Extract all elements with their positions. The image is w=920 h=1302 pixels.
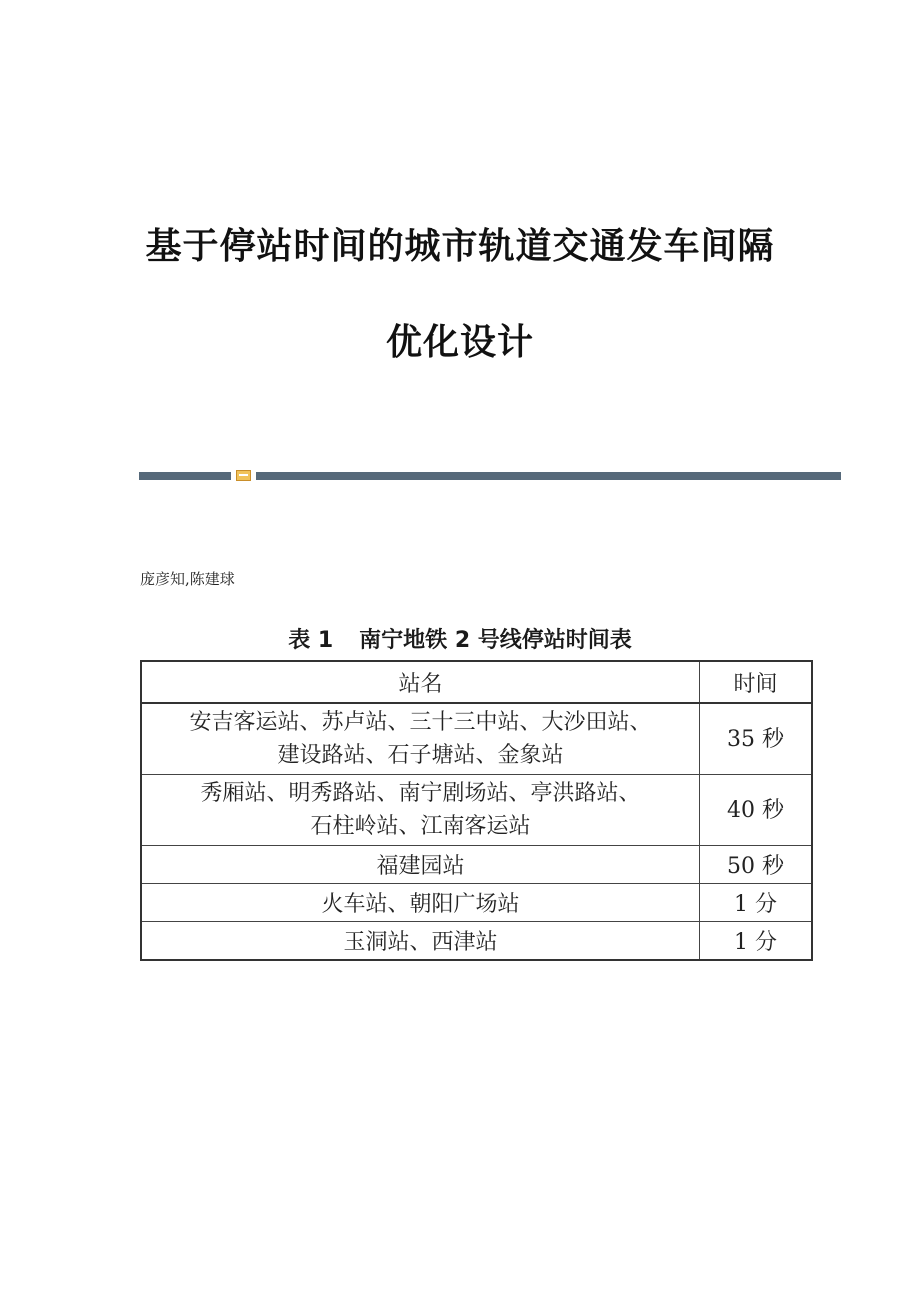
- stop-time-cell: 1 分: [700, 922, 812, 961]
- authors: 庞彦知,陈建球: [140, 570, 235, 588]
- stop-time-cell: 1 分: [700, 884, 812, 922]
- table-caption-number: 表 1: [288, 628, 334, 653]
- table-row: [141, 922, 812, 961]
- divider-bar-right: [256, 472, 841, 480]
- stop-time-cell: 50 秒: [700, 846, 812, 884]
- header-station-name: 站名: [141, 661, 700, 703]
- header-time: 时间: [700, 661, 812, 703]
- station-names-cell: 玉洞站、西津站: [141, 922, 700, 961]
- table-row: [141, 884, 812, 922]
- station-names-cell: 福建园站: [141, 846, 700, 884]
- document-title-line-1: 基于停站时间的城市轨道交通发车间隔: [145, 226, 775, 267]
- document-title-line-2: 优化设计: [385, 322, 534, 363]
- station-names-line: 建设路站、石子塘站、金象站: [277, 743, 564, 768]
- table-row: [141, 703, 812, 775]
- table-caption: [0, 623, 920, 654]
- divider-bar-left: [139, 472, 231, 480]
- stop-time-table: [140, 660, 813, 961]
- station-names-cell: [141, 775, 700, 846]
- station-names-cell: 火车站、朝阳广场站: [141, 884, 700, 922]
- table-row: [141, 846, 812, 884]
- station-names-line: 石柱岭站、江南客运站: [310, 814, 531, 839]
- station-names-line: 安吉客运站、苏卢站、三十三中站、大沙田站、: [189, 710, 652, 735]
- divider-ornament-icon: [236, 470, 251, 481]
- station-names-cell: [141, 703, 700, 775]
- stop-time-cell: 35 秒: [700, 703, 812, 775]
- station-names-line: 秀厢站、明秀路站、南宁剧场站、亭洪路站、: [200, 781, 641, 806]
- title-divider: [139, 472, 841, 480]
- table-row: [141, 775, 812, 846]
- table-caption-text: 南宁地铁 2 号线停站时间表: [359, 628, 632, 653]
- stop-time-cell: 40 秒: [700, 775, 812, 846]
